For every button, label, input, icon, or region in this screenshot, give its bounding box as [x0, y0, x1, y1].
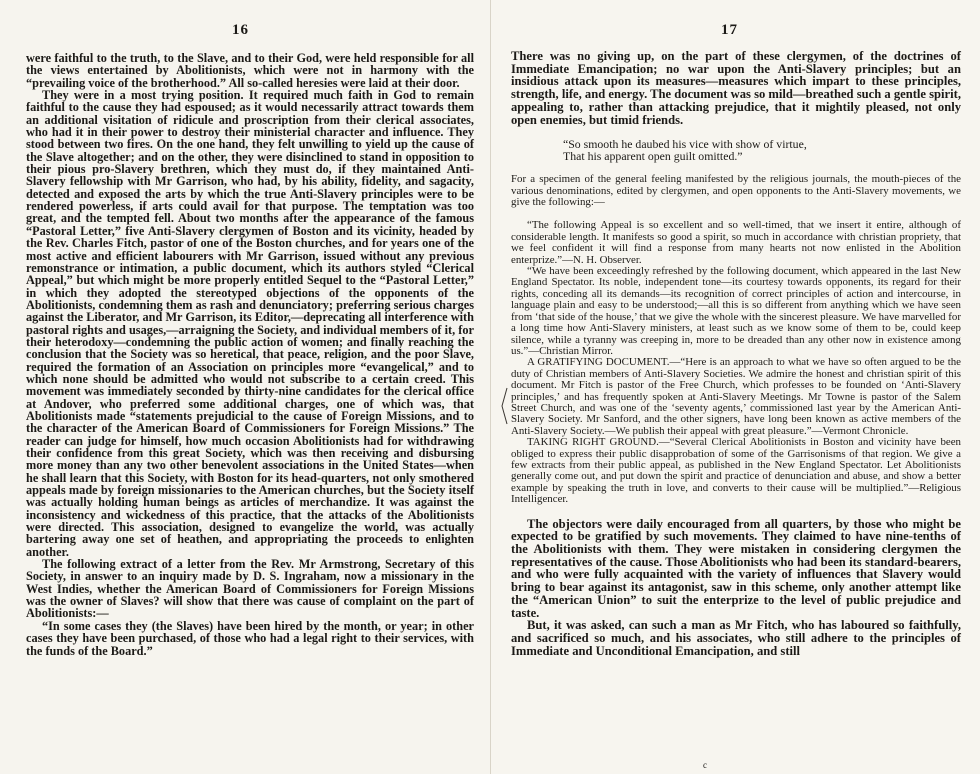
quote-block: “We have been exceedingly refreshed by the following document, which appeared in the last New England Spectator. Its noble, independent tone—its courtesy towards opponents, its regard for their rights, conceding all its demands—its recognition of correct principles of action and intercourse, in language plain and easy to be understood;—all this is so different from anything which we have seen from ‘that side of the house,’ that we give the whole with the sincerest pleasure. We have marvelled for a long time how Anti-Slavery ministers, at least such as we know some of them to be, could keep silence, while a tyranny was creeping in, more to be dreaded than any other now in existence among us.”—Christian Mirror. — [511, 265, 961, 357]
paragraph: There was no giving up, on the part of these clergymen, of the doctrines of Immediate Emancipation; no war upon the Anti-Slavery principles; but an insidious attack upon its measures—measures which impart to these principles, strength, life, and energy. The document was so mild—breathed such a gentle spirit, appealing to, rather than attacking prejudice, that it mightily pleased, not only open enemies, but timid friends. — [511, 49, 961, 127]
paragraph: But, it was asked, can such a man as Mr Fitch, who has laboured so faithfully, and sacrificed so much, and his associates, who still adhere to the principles of Immediate and Unconditional Emancipation, and still — [511, 618, 961, 658]
left-page-text — [26, 52, 474, 657]
paragraph: were faithful to the truth, to the Slave, and to their God, were held responsible for all the views entertained by Abolitionists, which were not in harmony with the “prevailing voice of the brotherhood.” All so-called heresies were laid at their door. — [26, 51, 474, 90]
poem-line: That his apparent open guilt omitted.” — [563, 149, 743, 164]
margin-bracket-mark — [499, 386, 509, 426]
spacer — [511, 506, 961, 518]
quote-block: TAKING RIGHT GROUND.—“Several Clerical Abolitionists in Boston and vicinity have been obliged to express their public disapprobation of some of the Garrisonisms of that region. We give a few extracts from their public appeal, as published in the New England Spectator. Let Abolitionists generally come out, and put down the spirit and practice of denunciation and abuse, and show a better example by speaking the truth in love, and converts to their cause will be multiplied.”—Religious Intelligencer. — [511, 436, 961, 506]
right-page — [490, 0, 980, 774]
paragraph: They were in a most trying position. It required much faith in God to remain faithful to the cause they had espoused; as it would necessarily attract towards them an additional visitation of ridicule and proscription from their clerical associates, who had it in their power to destroy their ministerial character and influence. They stood between two fires. On the one hand, they felt unwilling to yield up the cause of the Slave altogether; and on the other, they were disinclined to stand in opposition to their pious pro-Slavery brethren, which they must do, if they maintained Anti-Slavery fellowship with Mr Garrison, who had, by his ability, fidelity, and sagacity, detected and exposed the arts by which the true Anti-Slavery principles were to be rendered powerless, if arts could avail for that purpose. The temptation was too great, and the tempted fell. About two months after the appearance of the famous “Pastoral Letter,” five Anti-Slavery clergymen of Boston and its vicinity, headed by the Rev. Charles Fitch, pastor of one of the Boston churches, and for years one of the most active and efficient labourers with Mr Garrison, issued without any previous remonstrance or intimation, a public document, which its authors styled “Clerical Appeal,” but which might be more properly entitled Sequel to the “Pastoral Letter,” in which they adopted the stereotyped objections of the opponents of the Abolitionists, condemning them as rash and denunciatory; preferring serious charges against the Liberator, and Mr Garrison, its Editor,—deprecating all interference with pastoral rights and usages,—arraigning the Society, and individual members of it, for their heterodoxy—condemning the public action of women; and finally reaching the conclusion that the Society was so heretical, that peace, religion, and the poor Slave, required the formation of an Association on principles more “evangelical,” and to which none should be admitted who would not subscribe to a certain creed. This movement was immediately seconded by thirty-nine candidates for the clerical office at Andover, who preferred some additional charges, one of which was, that Abolitionists made “statements prejudicial to the cause of Foreign Missions, and to the character of the American Board of Commissioners for Foreign Missions.” The reader can judge for himself, how much occasion Abolitionists had for withdrawing their confidence from this great Society, which was then receiving and disbursing more money than any two other benevolent associations in the United States—when he shall learn that this Society, with Boston for its head-quarters, not only smothered appeals made by foreign missionaries to the American churches, but the Society itself was actually holding human beings as articles of merchandize. It was against the inconsistency and wickedness of this practice, that the attacks of the Abolitionists were directed. This association, designed to evangelize the world, was actually bartering away one set of heathen, and appropriating the proceeds to enlighten another. — [26, 88, 474, 559]
poem-line: “So smooth he daubed his vice with show of virtue, — [563, 137, 807, 152]
page-number: 17 — [721, 22, 738, 38]
quote-block: A GRATIFYING DOCUMENT.—“Here is an approach to what we have so often argued to be the duty of Christian members of Anti-Slavery Societies. We admire the honest and christian spirit of this document. Mr Fitch is pastor of the Free Church, which professes to be founded on ‘Anti-Slavery principles,’ and has frequently spoken at Anti-Slavery Meetings. Mr Towne is pastor of the Salem Street Church, and was one of the ‘seventy agents,’ commissioned last year by the American Anti-Slavery Society. Mr Sanford, and the other signers, have long been known as active members of the Anti-Slavery Society.—We publish their appeal with great pleasure.”—Vermont Chronicle. — [511, 356, 961, 437]
page-number: 16 — [232, 22, 249, 38]
signature-mark: c — [703, 760, 707, 770]
paragraph: For a specimen of the general feeling manifested by the religious journals, the mouth-pieces of the various denominations, edited by clergymen, and open opponents to the Anti-Slavery movements, we give the following:— — [511, 173, 961, 209]
quote-block: “The following Appeal is so excellent and so well-timed, that we insert it entire, although of considerable length. It manifests so good a spirit, so much in accordance with christian propriety, that we feel confident it will find a response from many hearts not now enlisted in the Abolition enterprize.”—N. H. Observer. — [511, 219, 961, 266]
paragraph: The following extract of a letter from the Rev. Mr Armstrong, Secretary of this Society, in answer to an inquiry made by D. S. Ingraham, now a missionary in the West Indies, whether the American Board of Commissioners for Foreign Missions was the owner of Slaves? will show that there was cause of complaint on the part of Abolitionists:— — [26, 557, 474, 621]
quoted-letter: “In some cases they (the Slaves) have been hired by the month, or year; in other cases they have been purchased, of those who had a legal right to their services, with the funds of the Board.” — [26, 618, 474, 658]
right-page-text — [511, 50, 961, 657]
paragraph: The objectors were daily encouraged from all quarters, by those who might be expected to be gratified by such movements. They claimed to have nine-tenths of the Abolitionists with them. They were mistaken in considering clergymen the representatives of the cause. Those Abolitionists who had been its standard-bearers, and who were fully acquainted with the variety of influences that Slavery would bring to bear against its antagonist, saw in this scheme, only another attempt like the “American Union” to suit the enterprize to the level of public prejudice and taste. — [511, 516, 961, 620]
